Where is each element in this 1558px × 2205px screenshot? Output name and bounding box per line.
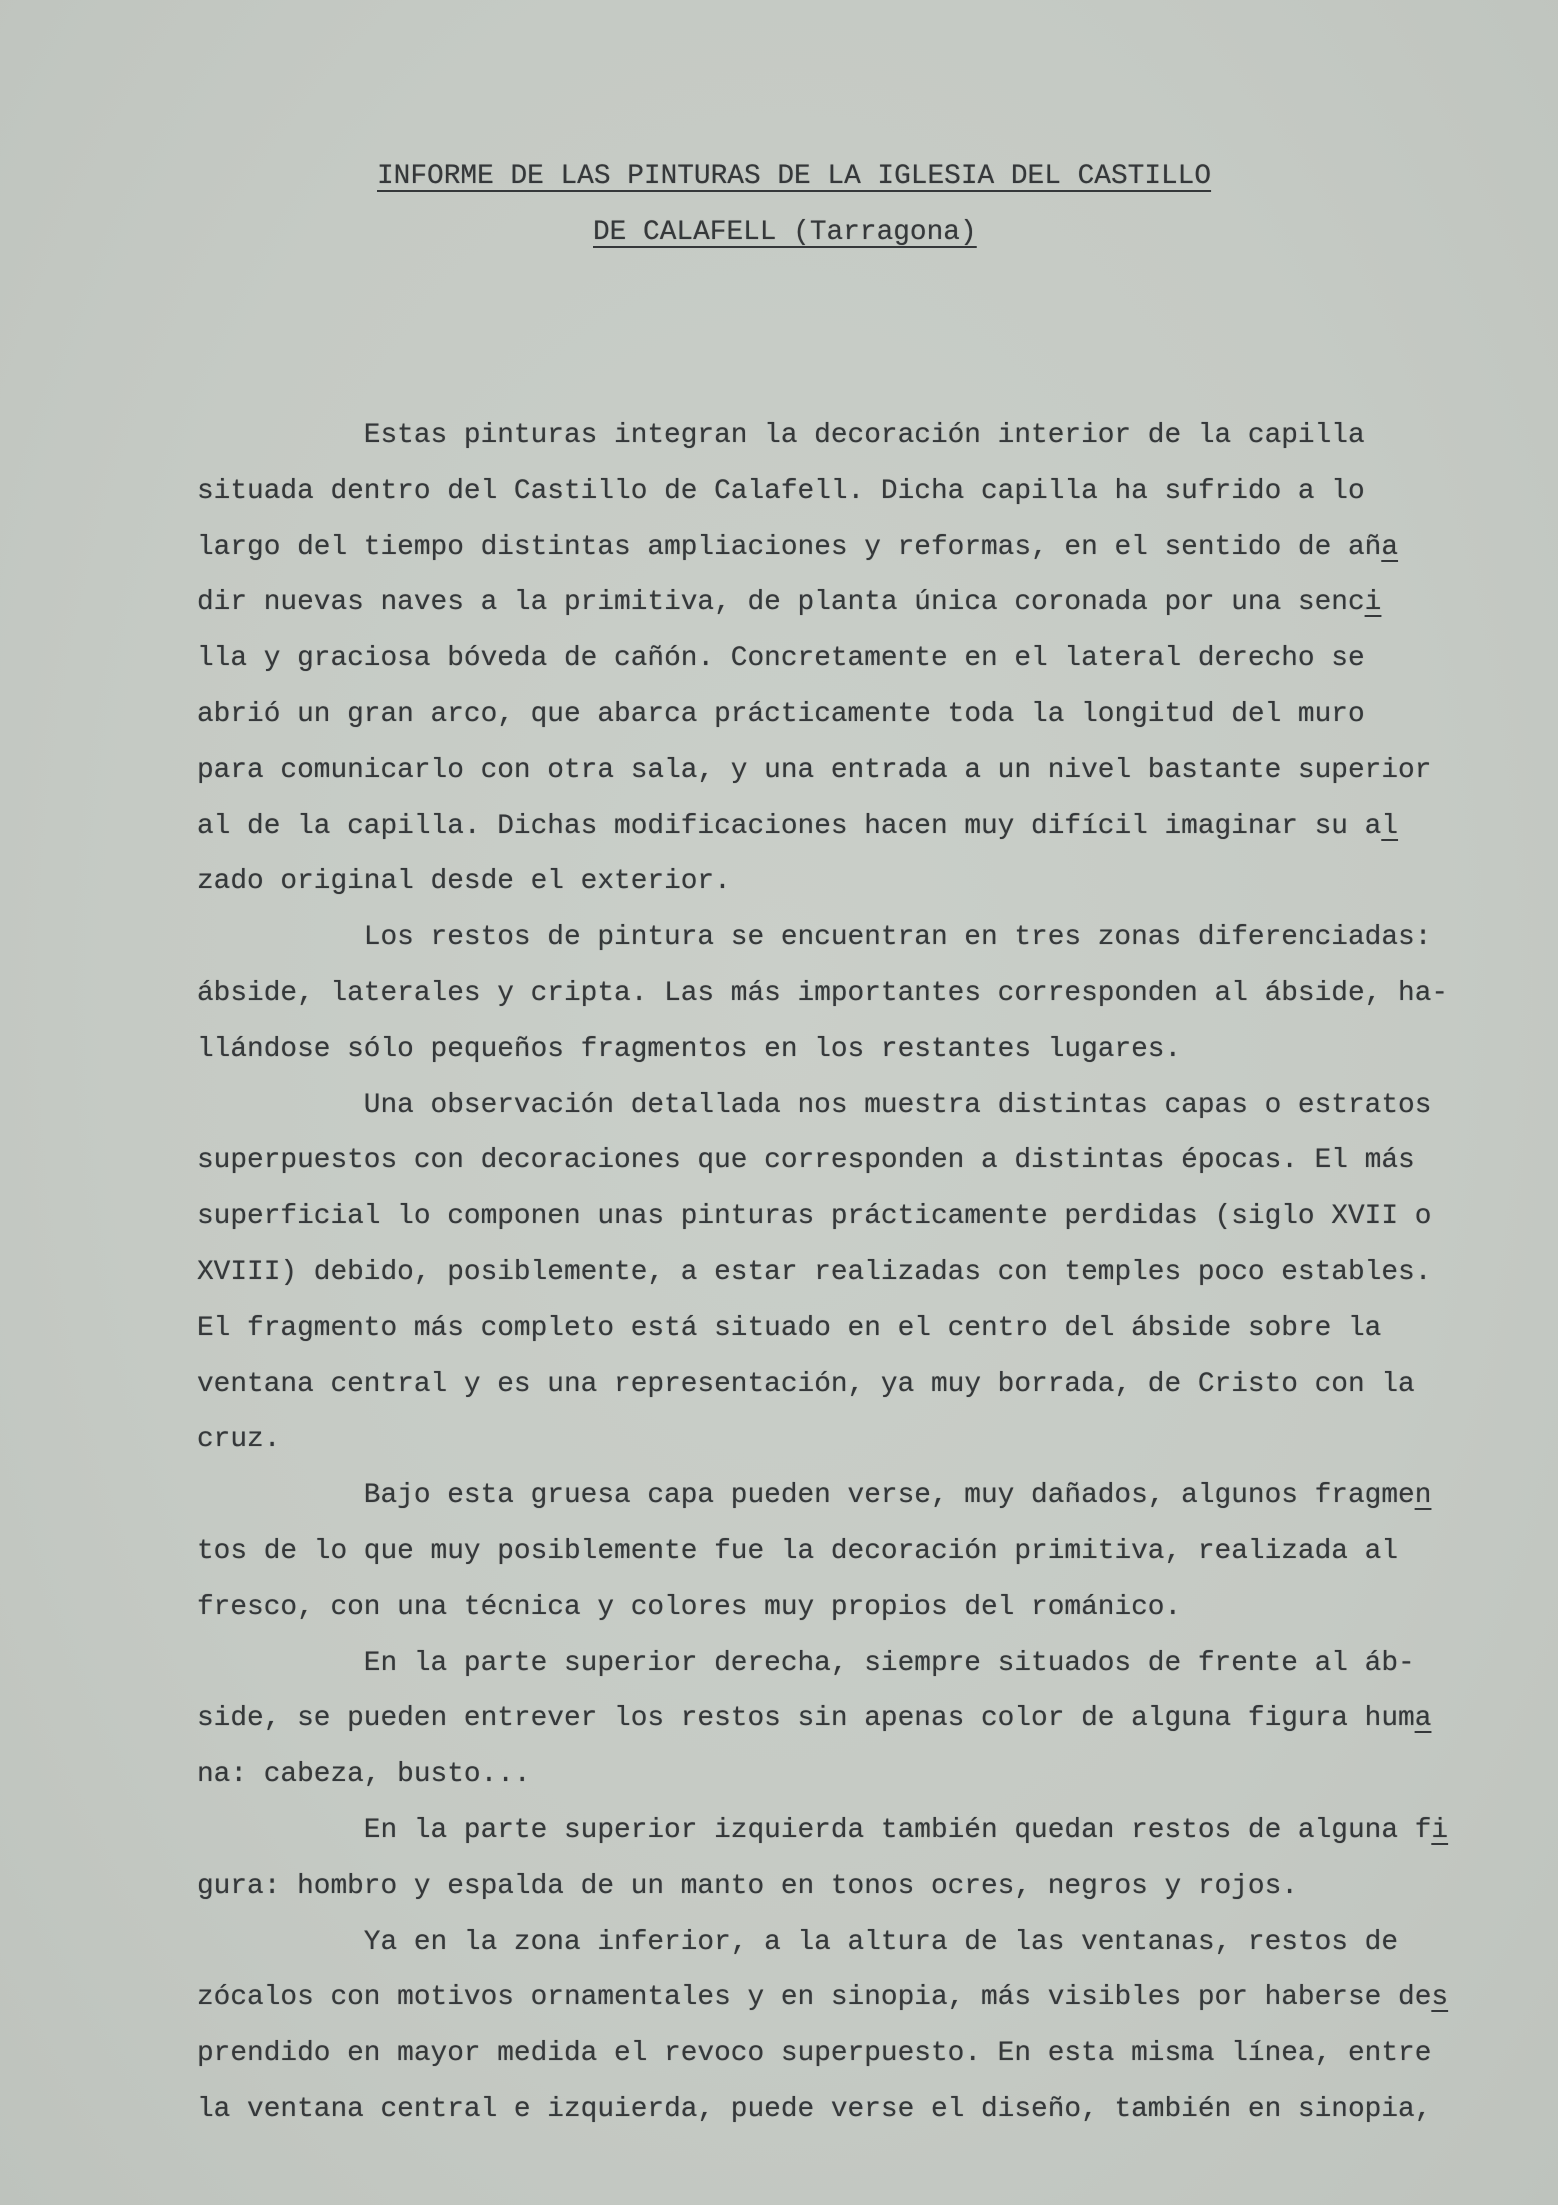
body-line xyxy=(197,1468,1497,1524)
body-line xyxy=(197,1301,1497,1357)
line-text: ábside, laterales y cripta. Las más importantes corresponden al ábside, ha- xyxy=(197,977,1449,1009)
body-line xyxy=(197,799,1497,855)
document-title-line-2: DE CALAFELL (Tarragona) xyxy=(593,217,977,248)
line-text: XVIII) debido, posiblemente, a estar realizadas con temples poco estables. xyxy=(197,1256,1432,1288)
body-line xyxy=(197,2026,1497,2082)
body-line xyxy=(197,1691,1497,1747)
line-text: tos de lo que muy posiblemente fue la decoración primitiva, realizada al xyxy=(197,1535,1399,1567)
body-line xyxy=(197,2082,1497,2138)
paragraph xyxy=(197,1915,1497,2138)
paragraph xyxy=(197,1468,1497,1635)
line-text: superpuestos con decoraciones que corresponden a distintas épocas. El más xyxy=(197,1145,1415,1177)
body-line xyxy=(197,408,1497,464)
body-line xyxy=(197,1915,1497,1971)
body-line xyxy=(197,1747,1497,1803)
line-text: Ya en la zona inferior, a la altura de las ventanas, restos de xyxy=(363,1926,1399,1958)
body-line xyxy=(197,1078,1497,1134)
body-line xyxy=(197,575,1497,631)
body-line xyxy=(197,743,1497,799)
body-line xyxy=(197,1189,1497,1245)
line-text: Una observación detallada nos muestra distintas capas o estratos xyxy=(363,1089,1432,1121)
body-line xyxy=(197,687,1497,743)
paragraph xyxy=(197,1803,1497,1915)
paragraph xyxy=(197,1636,1497,1803)
line-text: la ventana central e izquierda, puede verse el diseño, también en sinopia, xyxy=(197,2093,1432,2125)
line-text: llándose sólo pequeños fragmentos en los restantes lugares. xyxy=(197,1033,1182,1065)
body-line xyxy=(197,1970,1497,2026)
body-line xyxy=(197,1636,1497,1692)
body-line xyxy=(197,1022,1497,1078)
body-line xyxy=(197,1859,1497,1915)
continuation-underline: i xyxy=(1431,1814,1449,1846)
body-line xyxy=(197,910,1497,966)
line-text: superficial lo componen unas pinturas prácticamente perdidas (siglo XVII o xyxy=(197,1201,1432,1233)
line-text: lla y graciosa bóveda de cañón. Concretamente en el lateral derecho se xyxy=(197,643,1365,675)
body-line xyxy=(197,1245,1497,1301)
paragraph xyxy=(197,910,1497,1077)
continuation-underline: l xyxy=(1381,810,1399,842)
line-text: prendido en mayor medida el revoco superpuesto. En esta misma línea, entre xyxy=(197,2038,1432,2070)
paragraph xyxy=(197,408,1497,910)
continuation-underline: n xyxy=(1414,1480,1432,1512)
line-text: Estas pinturas integran la decoración interior de la capilla xyxy=(363,420,1365,451)
body-line xyxy=(197,1357,1497,1413)
line-text: En la parte superior izquierda también quedan restos de alguna f xyxy=(363,1814,1432,1846)
line-text: cruz. xyxy=(197,1424,281,1456)
body-line xyxy=(197,854,1497,910)
line-text: ventana central y es una representación, ya muy borrada, de Cristo con la xyxy=(197,1368,1415,1400)
line-text: na: cabeza, busto... xyxy=(197,1759,531,1791)
line-text: side, se pueden entrever los restos sin apenas color de alguna figura hum xyxy=(197,1703,1415,1735)
line-text: dir nuevas naves a la primitiva, de planta única coronada por una senc xyxy=(197,587,1365,619)
body-line xyxy=(197,1803,1497,1859)
line-text: abrió un gran arco, que abarca prácticamente toda la longitud del muro xyxy=(197,698,1365,730)
body-line xyxy=(197,464,1497,520)
line-text: Los restos de pintura se encuentran en tres zonas diferenciadas: xyxy=(363,922,1432,954)
document-body xyxy=(197,408,1497,2138)
line-text: zado original desde el exterior. xyxy=(197,866,731,898)
line-text: para comunicarlo con otra sala, y una entrada a un nivel bastante superior xyxy=(197,754,1432,786)
document-title-line-1: INFORME DE LAS PINTURAS DE LA IGLESIA DEL CASTILLO xyxy=(377,161,1212,192)
paragraph xyxy=(197,1078,1497,1469)
continuation-underline: s xyxy=(1431,1982,1449,2014)
line-text: al de la capilla. Dichas modificaciones hacen muy difícil imaginar su a xyxy=(197,810,1382,842)
line-text: El fragmento más completo está situado en el centro del ábside sobre la xyxy=(197,1312,1382,1344)
continuation-underline: i xyxy=(1364,587,1382,619)
line-text: largo del tiempo distintas ampliaciones y reformas, en el sentido de añ xyxy=(197,531,1382,563)
line-text: En la parte superior derecha, siempre situados de frente al áb- xyxy=(363,1647,1415,1679)
line-text: situada dentro del Castillo de Calafell. Dicha capilla ha sufrido a lo xyxy=(197,475,1365,507)
body-line xyxy=(197,631,1497,687)
line-text: fresco, con una técnica y colores muy propios del románico. xyxy=(197,1591,1182,1623)
body-line xyxy=(197,966,1497,1022)
body-line xyxy=(197,1524,1497,1580)
body-line xyxy=(197,520,1497,576)
continuation-underline: a xyxy=(1414,1703,1432,1735)
line-text: gura: hombro y espalda de un manto en tonos ocres, negros y rojos. xyxy=(197,1870,1298,1902)
body-line xyxy=(197,1412,1497,1468)
line-text: zócalos con motivos ornamentales y en sinopia, más visibles por haberse de xyxy=(197,1982,1432,2014)
body-line xyxy=(197,1133,1497,1189)
continuation-underline: a xyxy=(1381,531,1399,563)
line-text: Bajo esta gruesa capa pueden verse, muy dañados, algunos fragme xyxy=(363,1480,1415,1512)
body-line xyxy=(197,1580,1497,1636)
